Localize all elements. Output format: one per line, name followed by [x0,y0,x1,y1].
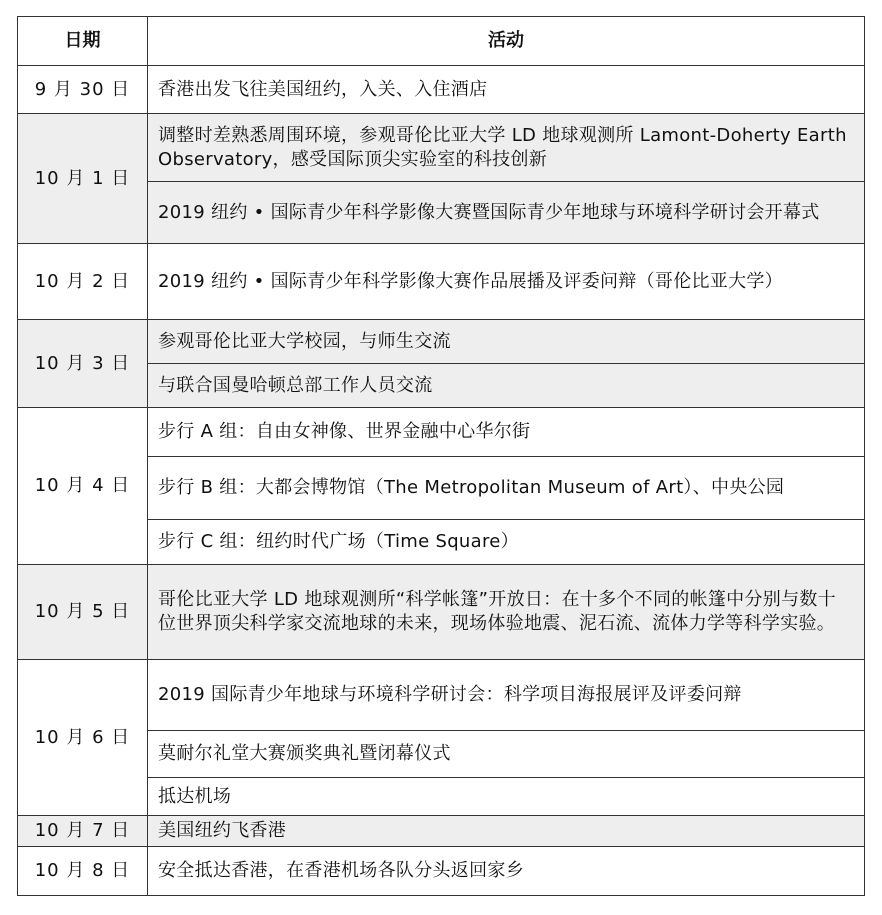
table-row [18,408,865,457]
activity-cell: 步行 B 组：大都会博物馆（The Metropolitan Museum of Art）、中央公园 [148,457,865,520]
schedule-table [17,16,865,896]
activity-cell: 香港出发飞往美国纽约，入关、入住酒店 [148,66,865,114]
table-row [18,320,865,364]
table-row [18,114,865,182]
activity-cell: 2019 国际青少年地球与环境科学研讨会：科学项目海报展评及评委问辩 [148,660,865,731]
activity-cell: 抵达机场 [148,778,865,816]
activity-cell: 2019 纽约 • 国际青少年科学影像大赛暨国际青少年地球与环境科学研讨会开幕式 [148,182,865,244]
activity-cell: 哥伦比亚大学 LD 地球观测所“科学帐篷”开放日：在十多个不同的帐篷中分别与数十位世界顶尖科学家交流地球的未来，现场体验地震、泥石流、流体力学等科学实验。 [148,565,865,660]
date-cell: 10 月 6 日 [18,660,148,816]
date-cell: 10 月 8 日 [18,847,148,896]
activity-cell: 安全抵达香港，在香港机场各队分头返回家乡 [148,847,865,896]
date-cell: 10 月 7 日 [18,816,148,847]
table-row [18,660,865,731]
activity-cell: 与联合国曼哈顿总部工作人员交流 [148,364,865,408]
table-row [18,847,865,896]
date-cell: 10 月 3 日 [18,320,148,408]
activity-cell: 调整时差熟悉周围环境，参观哥伦比亚大学 LD 地球观测所 Lamont-Doherty Earth Observatory，感受国际顶尖实验室的科技创新 [148,114,865,182]
header-row [18,17,865,66]
activity-cell: 步行 C 组：纽约时代广场（Time Square） [148,520,865,565]
activity-cell: 步行 A 组：自由女神像、世界金融中心华尔街 [148,408,865,457]
activity-cell: 美国纽约飞香港 [148,816,865,847]
date-cell: 10 月 2 日 [18,244,148,320]
table-row [18,244,865,320]
activity-cell: 参观哥伦比亚大学校园，与师生交流 [148,320,865,364]
date-cell: 10 月 5 日 [18,565,148,660]
table-row [18,565,865,660]
activity-cell: 2019 纽约 • 国际青少年科学影像大赛作品展播及评委问辩（哥伦比亚大学） [148,244,865,320]
date-cell: 9 月 30 日 [18,66,148,114]
table-row [18,66,865,114]
header-activity: 活动 [148,17,865,66]
date-cell: 10 月 4 日 [18,408,148,565]
header-date: 日期 [18,17,148,66]
table-row [18,816,865,847]
date-cell: 10 月 1 日 [18,114,148,244]
activity-cell: 莫耐尔礼堂大赛颁奖典礼暨闭幕仪式 [148,731,865,778]
